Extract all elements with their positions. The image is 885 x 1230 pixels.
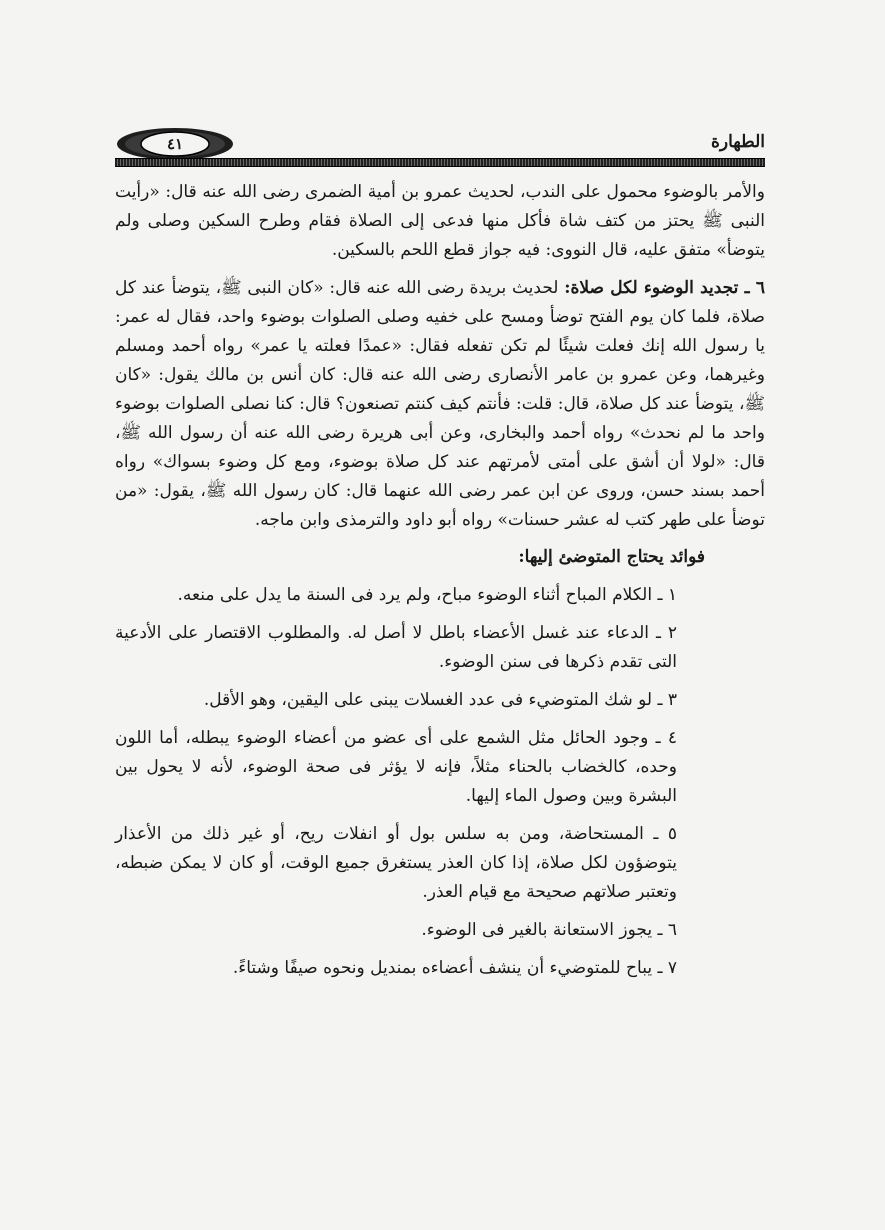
chapter-title: الطهارة — [711, 132, 765, 152]
list-item: ٦ ـ يجوز الاستعانة بالغير فى الوضوء. — [421, 920, 677, 940]
paragraph-lead: ٦ ـ تجديد الوضوء لكل صلاة: — [564, 278, 765, 298]
header-rule — [115, 158, 765, 167]
list-item: ٧ ـ يباح للمتوضيء أن ينشف أعضاءه بمنديل ونحوه صيفًا وشتاءً. — [232, 958, 677, 978]
page-number-badge — [115, 126, 235, 162]
page-body — [115, 178, 765, 983]
paragraph — [115, 274, 765, 535]
list-item: ٥ ـ المستحاضة، ومن به سلس بول أو انفلات ريح، أو غير ذلك من الأعذار يتوضؤون لكل صلاة، إذا كان العذر يستغرق جميع الوقت، أو كان لا يمكن ضبطه، وتعتبر صلاتهم صحيحة مع قيام العذر. — [115, 824, 677, 902]
list-item: ٢ ـ الدعاء عند غسل الأعضاء باطل لا أصل له. والمطلوب الاقتصار على الأدعية التى تقدم ذكرها فى سنن الوضوء. — [115, 623, 677, 672]
page-number: ٤١ — [166, 135, 184, 153]
list-item: ١ ـ الكلام المباح أثناء الوضوء مباح، ولم يرد فى السنة ما يدل على منعه. — [177, 585, 677, 605]
page-header — [115, 120, 765, 170]
paragraph: والأمر بالوضوء محمول على الندب، لحديث عمرو بن أمية الضمرى رضى الله عنه قال: «رأيت النبى ﷺ يحتز من كتف شاة فأكل منها فدعى إلى الصلاة فقام وطرح السكين وصلى ولم يتوضأ» متفق عليه، قال النووى: فيه جواز قطع اللحم بالسكين. — [115, 182, 765, 260]
paragraph-text: لحديث بريدة رضى الله عنه قال: «كان النبى ﷺ، يتوضأ عند كل صلاة، فلما كان يوم الفتح توضأ ومسح على خفيه وصلى الصلوات بوضوء واحد، فقال له عمر: يا رسول الله إنك فعلت شيئًا لم تكن تفعله فقال: «عمدًا فعلته يا عمر» رواه أحمد ومسلم وغيرهما، وعن عمرو بن عامر الأنصارى رضى الله عنه قال: كان أنس بن مالك يقول: «كان ﷺ، يتوضأ عند كل صلاة، قال: قلت: فأنتم كيف كنتم تصنعون؟ قال: كنا نصلى الصلوات بوضوء واحد ما لم نحدث» رواه أحمد والبخارى، وعن أبى هريرة رضى الله عنه أن رسول الله ﷺ، قال: «لولا أن أشق على أمتى لأمرتهم عند كل صلاة بوضوء، ومع كل وضوء بسواك» رواه أحمد بسند حسن، وروى عن ابن عمر رضى الله عنهما قال: كان رسول الله ﷺ، يقول: «من توضأ على طهر كتب له عشر حسنات» رواه أبو داود والترمذى وابن ماجه. — [115, 278, 765, 530]
section-heading: فوائد يحتاج المتوضئ إليها: — [518, 547, 705, 567]
list-item: ٣ ـ لو شك المتوضيء فى عدد الغسلات يبنى على اليقين، وهو الأقل. — [203, 690, 677, 710]
list-item: ٤ ـ وجود الحائل مثل الشمع على أى عضو من أعضاء الوضوء يبطله، أما اللون وحده، كالخضاب بالحناء مثلاً، فإنه لا يؤثر فى صحة الوضوء، لأنه لا يحول بين البشرة وبين وصول الماء إليها. — [115, 728, 678, 806]
